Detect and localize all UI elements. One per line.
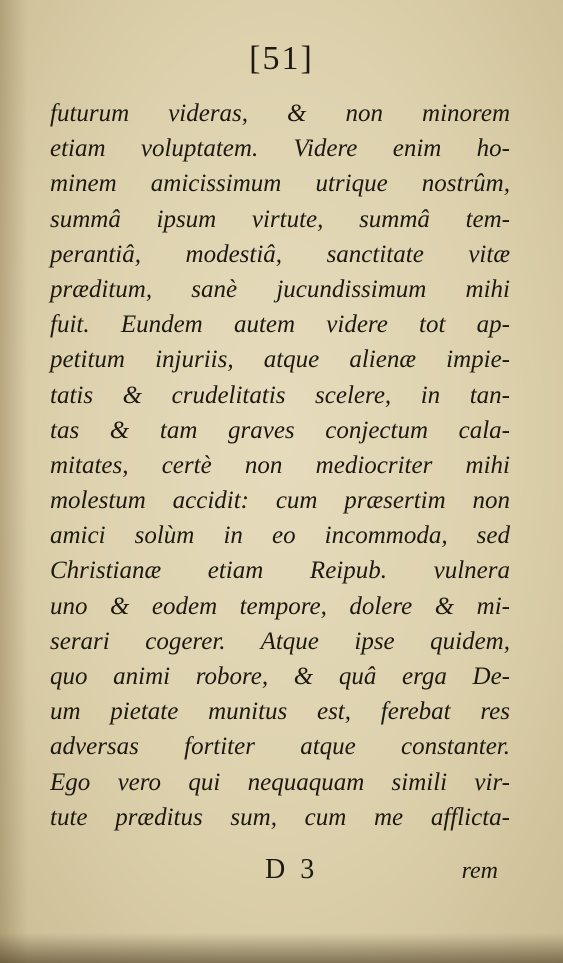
page-footer [50, 854, 510, 894]
text-line: futurum videras, & non minorem [50, 100, 510, 127]
page-number: [51] [249, 40, 314, 77]
text-line: etiam voluptatem. Videre enim ho- [50, 135, 510, 163]
text-line: quo animi robore, & quâ erga De- [50, 663, 510, 690]
text-line: tute præditus sum, cum me afflicta- [50, 803, 510, 831]
text-line: adversas fortiter atque constanter. [50, 733, 510, 761]
text-line: fuit. Eundem autem videre tot ap- [50, 311, 510, 339]
text-line: petitum injuriis, atque alienæ impie- [50, 346, 510, 374]
text-line: serari cogerer. Atque ipse quidem, [50, 627, 510, 655]
text-line: summâ ipsum virtute, summâ tem- [50, 205, 510, 233]
text-line: mitates, certè non mediocriter mihi [50, 451, 510, 479]
text-line: tatis & crudelitatis scelere, in tan- [50, 381, 510, 409]
text-line: tas & tam graves conjectum cala- [50, 416, 510, 444]
text-line: amici solùm in eo incommoda, sed [50, 522, 510, 550]
signature-mark: D 3 [265, 854, 319, 885]
text-line: molestum accidit: cum præsertim non [50, 487, 510, 515]
text-line: uno & eodem tempore, dolere & mi- [50, 592, 510, 620]
text-line: præditum, sanè jucundissimum mihi [50, 275, 510, 303]
text-line: um pietate munitus est, ferebat res [50, 698, 510, 726]
text-line: Ego vero qui nequaquam simili vir- [50, 768, 510, 796]
catchword: rem [461, 858, 498, 884]
text-line: minem amicissimum utrique nostrûm, [50, 170, 510, 198]
text-line: perantiâ, modestiâ, sanctitate vitæ [50, 240, 510, 268]
text-line: Christianæ etiam Reipub. vulnera [50, 557, 510, 585]
body-text [50, 96, 510, 835]
